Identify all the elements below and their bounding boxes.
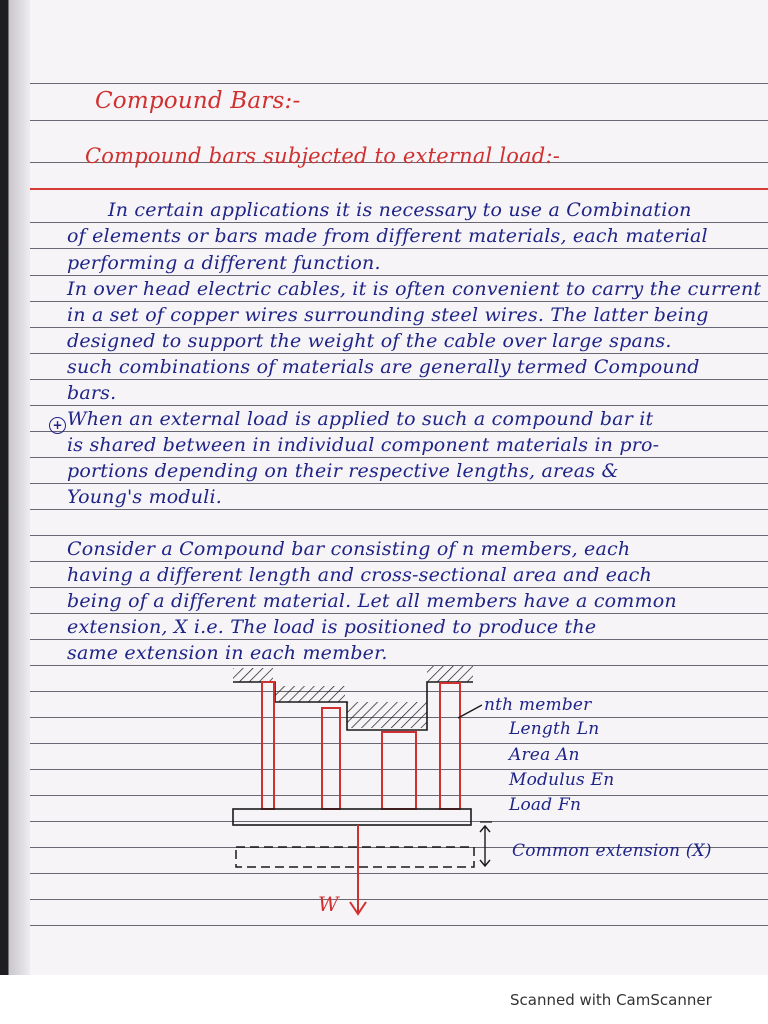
bar-member bbox=[262, 682, 274, 809]
bar-member bbox=[382, 732, 416, 809]
load-symbol: W bbox=[318, 892, 339, 916]
body-line: performing a different function. bbox=[67, 252, 381, 274]
body-line: of elements or bars made from different materials, each material bbox=[67, 225, 708, 247]
body-line: bars. bbox=[67, 382, 117, 404]
area-label: Area An bbox=[509, 745, 580, 765]
leader-line bbox=[458, 705, 482, 718]
body-line: having a different length and cross-sectional area and each bbox=[67, 564, 652, 586]
body-line: in a set of copper wires surrounding steel wires. The latter being bbox=[67, 304, 709, 326]
modulus-label: Modulus En bbox=[509, 770, 615, 790]
displaced-plate bbox=[236, 847, 474, 867]
load-label: Load Fn bbox=[509, 795, 582, 815]
body-line: When an external load is applied to such a compound bar it bbox=[67, 408, 654, 430]
circled-plus-bullet-icon: + bbox=[49, 417, 66, 434]
body-line: same extension in each member. bbox=[67, 642, 388, 664]
scanner-watermark: Scanned with CamScanner bbox=[510, 991, 712, 1009]
body-line: being of a different material. Let all members have a common bbox=[67, 590, 677, 612]
body-line: designed to support the weight of the cable over large spans. bbox=[67, 330, 672, 352]
body-line: In over head electric cables, it is often convenient to carry the current bbox=[67, 278, 762, 300]
body-line: such combinations of materials are generally termed Compound bbox=[67, 356, 700, 378]
section-subtitle: Compound bars subjected to external load:- bbox=[85, 144, 561, 168]
rigid-plate bbox=[233, 809, 471, 825]
body-line: portions depending on their respective lengths, areas & bbox=[67, 460, 619, 482]
bar-member bbox=[440, 683, 460, 809]
body-line: is shared between in individual component materials in pro- bbox=[67, 434, 660, 456]
page-title: Compound Bars:- bbox=[95, 88, 301, 114]
fixed-support bbox=[233, 666, 473, 730]
body-line: In certain applications it is necessary to use a Combination bbox=[108, 199, 692, 221]
member-title-label: nth member bbox=[484, 695, 592, 715]
common-extension-label: Common extension (X) bbox=[512, 841, 712, 861]
body-line: Consider a Compound bar consisting of n members, each bbox=[67, 538, 631, 560]
length-label: Length Ln bbox=[509, 719, 600, 739]
bar-member bbox=[322, 708, 340, 809]
body-line: extension, X i.e. The load is positioned to produce the bbox=[67, 616, 597, 638]
body-line: Young's moduli. bbox=[67, 486, 223, 508]
